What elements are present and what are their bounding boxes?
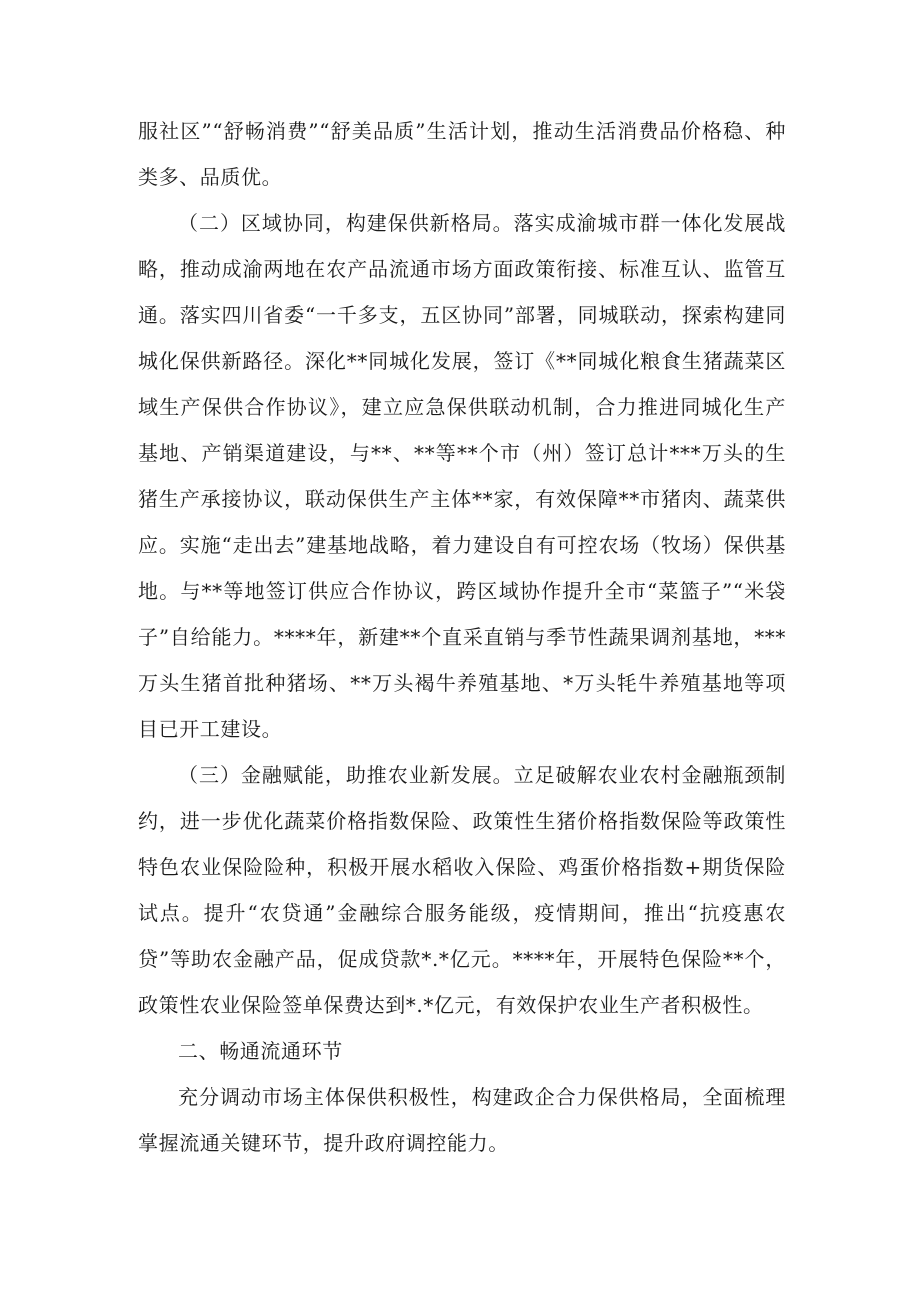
document-body bbox=[138, 108, 786, 1166]
section-heading: 二、畅通流通环节 bbox=[178, 1039, 343, 1063]
paragraph-circulation-intro: 充分调动市场主体保供积极性，构建政企合力保供格局，全面梳理掌握流通关键环节，提升政府调控能力。 bbox=[138, 1085, 786, 1155]
paragraph-financial-empowerment: （三）金融赋能，助推农业新发展。立足破解农业农村金融瓶颈制约，进一步优化蔬菜价格指数保险、政策性生猪价格指数保险等政策性特色农业保险险种，积极开展水稻收入保险、鸡蛋价格指数+期货保险试点。提升“农贷通”金融综合服务能级，疫情期间，推出“抗疫惠农贷”等助农金融产品，促成贷款*.*亿元。****年，开展特色保险**个，政策性农业保险签单保费达到*.*亿元，有效保护农业生产者积极性。 bbox=[138, 763, 786, 1017]
paragraph-regional-coordination: （二）区域协同，构建保供新格局。落实成渝城市群一体化发展战略，推动成渝两地在农产品流通市场方面政策衔接、标准互认、监管互通。落实四川省委“一千多支，五区协同”部署，同城联动，探索构建同城化保供新路径。深化**同城化发展，签订《**同城化粮食生猪蔬菜区域生产保供合作协议》，建立应急保供联动机制，合力推进同城化生产基地、产销渠道建设，与**、**等**个市（州）签订总计***万头的生猪生产承接协议，联动保供生产主体**家，有效保障**市猪肉、蔬菜供应。实施“走出去”建基地战略，着力建设自有可控农场（牧场）保供基地。与**等地签订供应合作协议，跨区域协作提升全市“菜篮子”“米袋子”自给能力。****年，新建**个直采直销与季节性蔬果调剂基地，***万头生猪首批种猪场、**万头褐牛养殖基地、*万头牦牛养殖基地等项目已开工建设。 bbox=[138, 211, 786, 741]
paragraph-continuation: 服社区”“舒畅消费”“舒美品质”生活计划，推动生活消费品价格稳、种类多、品质优。 bbox=[138, 119, 786, 189]
